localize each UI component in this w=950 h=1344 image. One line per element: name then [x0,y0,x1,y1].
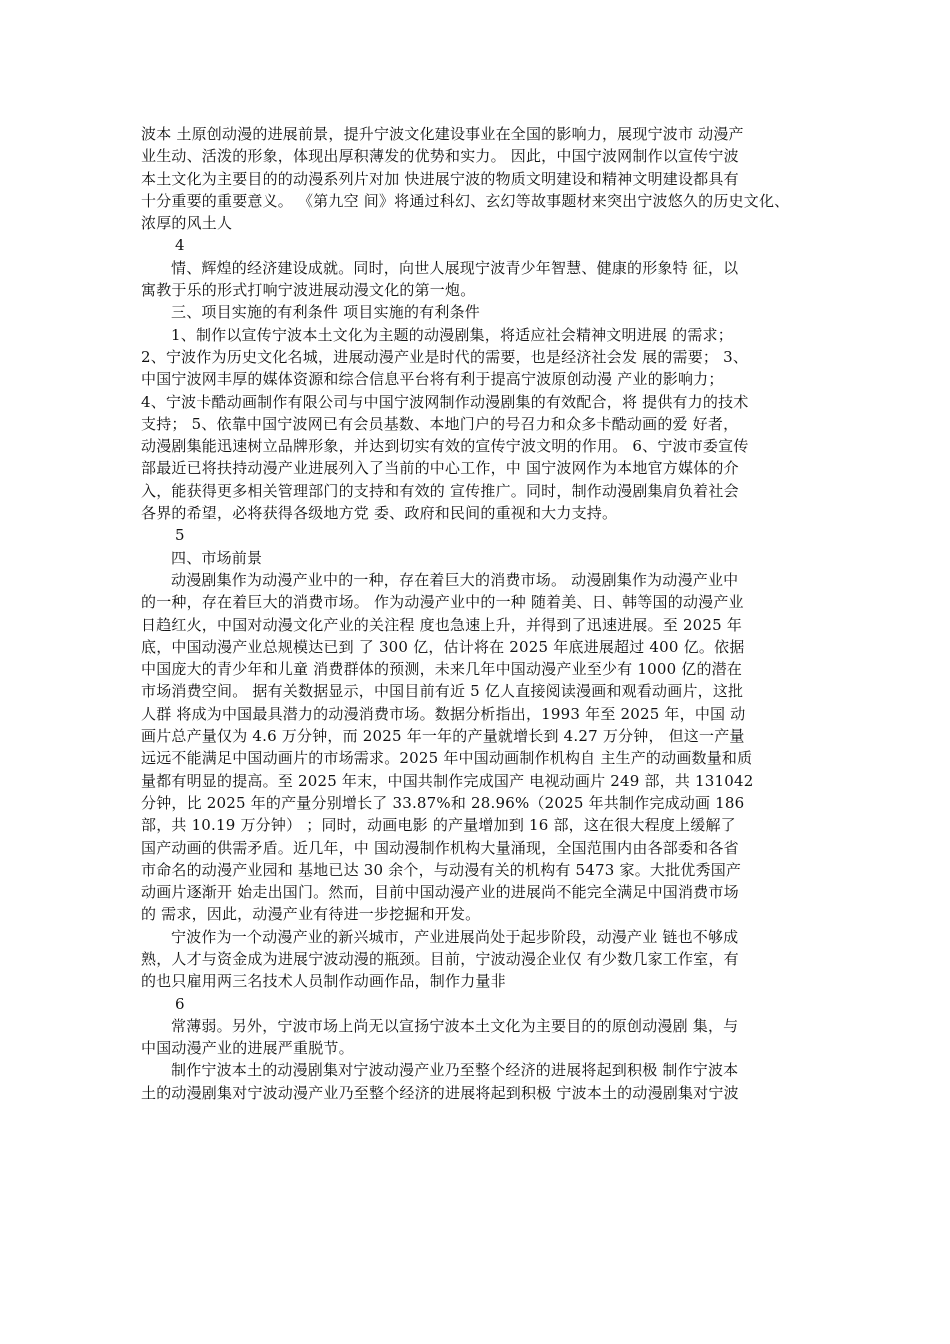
text-line: 浓厚的风土人 [141,214,233,233]
page-number: 6 [175,994,185,1013]
text-line: 动漫剧集作为动漫产业中的一种，存在着巨大的消费市场。 动漫剧集作为动漫产业中 [171,570,739,589]
page-number: 5 [175,526,185,545]
text-line: 支持； 5、依靠中国宁波网已有会员基数、本地门户的号召力和众多卡酷动画的爱 好者， [141,414,739,433]
text-line: 四、市场前景 [171,548,263,567]
text-line: 4、宁波卡酷动画制作有限公司与中国宁波网制作动漫剧集的有效配合，将 提供有力的技术 [141,392,749,411]
text-line: 1、制作以宣传宁波本土文化为主题的动漫剧集，将适应社会精神文明进展 的需求； [171,325,733,344]
text-line: 十分重要的重要意义。 《第九空 间》将通过科幻、玄幻等故事题材来突出宁波悠久的历史文化、 [141,191,790,210]
text-line: 市场消费空间。 据有关数据显示，中国目前有近 5 亿人直接阅读漫画和观看动画片，这批 [141,682,744,701]
text-line: 动画片逐渐开 始走出国门。然而，目前中国动漫产业的进展尚不能完全满足中国消费市场 [141,883,739,902]
text-line: 的 需求，因此，动漫产业有待进一步挖掘和开发。 [141,905,481,924]
text-line: 中国动漫产业的进展严重脱节。 [141,1039,354,1058]
text-line: 人群 将成为中国最具潜力的动漫消费市场。数据分析指出，1993 年至 2025 年，中国 动 [141,704,746,723]
text-line: 制作宁波本土的动漫剧集对宁波动漫产业乃至整个经济的进展将起到积极 制作宁波本 [171,1061,739,1080]
text-line: 中国宁波网丰厚的媒体资源和综合信息平台将有利于提高宁波原创动漫 产业的影响力； [141,370,724,389]
text-line: 各界的希望，必将获得各级地方党 委、政府和民间的重视和大力支持。 [141,504,618,523]
text-line: 波本 土原创动漫的进展前景，提升宁波文化建设事业在全国的影响力，展现宁波市 动漫产 [141,125,744,143]
page-number: 4 [175,236,185,255]
text-line: 本土文化为主要目的的动漫系列片对加 快进展宁波的物质文明建设和精神文明建设都具有 [141,169,739,188]
text-line: 熟，人才与资金成为进展宁波动漫的瓶颈。目前，宁波动漫企业仅 有少数几家工作室，有 [141,949,739,968]
text-line: 底，中国动漫产业总规模达已到 了 300 亿，估计将在 2025 年底进展超过 400 亿。依据 [141,637,745,656]
text-line: 的一种，存在着巨大的消费市场。 作为动漫产业中的一种 随着美、日、韩等国的动漫产业 [141,593,744,612]
text-line: 中国庞大的青少年和儿童 消费群体的预测，未来几年中国动漫产业至少有 1000 亿的潜在 [141,660,743,679]
text-line: 业生动、活泼的形象，体现出厚积薄发的优势和实力。 因此，中国宁波网制作以宣传宁波 [141,147,739,166]
text-line: 寓教于乐的形式打响宁波进展动漫文化的第一炮。 [141,281,476,300]
text-line: 部最近已将扶持动漫产业进展列入了当前的中心工作，中 国宁波网作为本地官方媒体的介 [141,459,739,478]
text-line: 的也只雇用两三名技术人员制作动画作品，制作力量非 [141,972,506,991]
text-line: 2、宁波作为历史文化名城，进展动漫产业是时代的需要，也是经济社会发 展的需要； 3、 [141,347,749,366]
text-line: 日趋红火，中国对动漫文化产业的关注程 度也急速上升，并得到了迅速进展。至 2025 年 [141,615,743,634]
text-line: 动漫剧集能迅速树立品牌形象，并达到切实有效的宣传宁波文明的作用。 6、宁波市委宣传 [141,437,749,456]
text-line: 画片总产量仅为 4.6 万分钟，而 2025 年一年的产量就增长到 4.27 万分钟， 但这一产量 [141,727,745,746]
text-line: 部，共 10.19 万分钟） ；同时，动画电影 的产量增加到 16 部，这在很大程度上缓解了 [141,816,736,835]
text-line: 常薄弱。另外，宁波市场上尚无以宣扬宁波本土文化为主要目的的原创动漫剧 集，与 [171,1016,739,1035]
text-line: 远远不能满足中国动画片的市场需求。2025 年中国动画制作机构自 主生产的动画数量和质 [141,749,753,768]
text-line: 国产动画的供需矛盾。近几年，中 国动漫制作机构大量涌现，全国范围内由各部委和各省 [141,838,739,857]
text-line: 情、辉煌的经济建设成就。同时，向世人展现宁波青少年智慧、健康的形象特 征，以 [171,258,739,277]
text-line: 量都有明显的提高。至 2025 年末，中国共制作完成国产 电视动画片 249 部，共 131042 [141,771,754,790]
text-line: 入，能获得更多相关管理部门的支持和有效的 宣传推广。同时，制作动漫剧集肩负着社会 [141,481,739,500]
text-line: 土的动漫剧集对宁波动漫产业乃至整个经济的进展将起到积极 宁波本土的动漫剧集对宁波 [141,1083,739,1102]
text-line: 宁波作为一个动漫产业的新兴城市，产业进展尚处于起步阶段，动漫产业 链也不够成 [171,927,739,946]
text-line: 市命名的动漫产业园和 基地已达 30 余个，与动漫有关的机构有 5473 家。大批优秀国产 [141,860,742,879]
text-line: 三、项目实施的有利条件 项目实施的有利条件 [171,303,480,322]
document-body [141,123,813,1104]
text-line: 分钟，比 2025 年的产量分别增长了 33.87%和 28.96%（2025 年共制作完成动画 186 [141,793,745,812]
